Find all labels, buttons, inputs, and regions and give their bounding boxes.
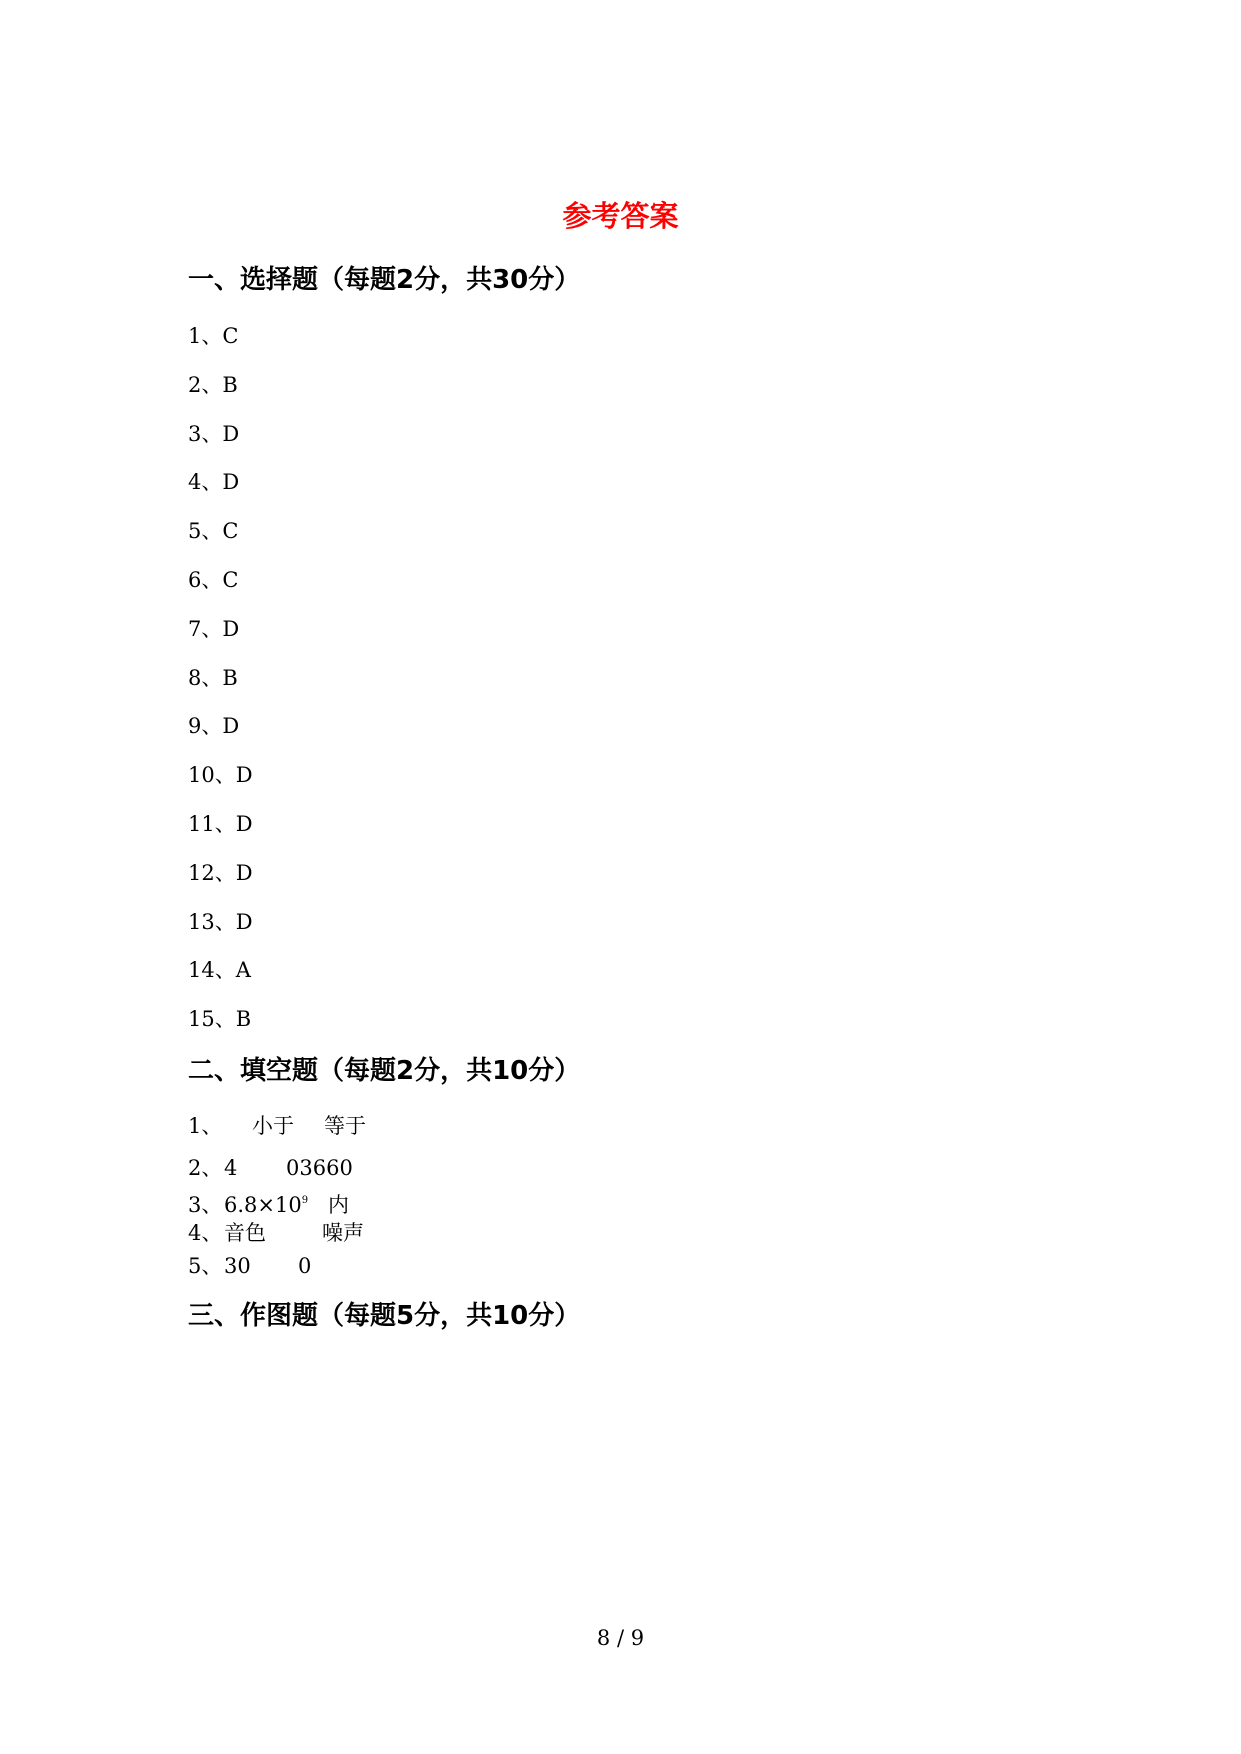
- answer-number: 15、: [188, 1007, 236, 1032]
- page-title: 参考答案: [562, 199, 679, 233]
- answer-value: A: [235, 958, 251, 983]
- answer-value: B: [222, 665, 238, 690]
- answer-number: 5、: [188, 1253, 223, 1278]
- answer-number: 2、: [188, 1156, 223, 1180]
- answer-blank-a: 音色: [224, 1221, 266, 1245]
- answer-number: 7、: [188, 616, 223, 641]
- answer-number: 4、: [188, 1221, 223, 1245]
- section-heading-fill-blank: 二、填空题（每题2分，共10分）: [188, 1056, 581, 1086]
- answer-value: B: [235, 1007, 252, 1032]
- answer-number: 14、: [188, 958, 236, 983]
- answer-blank-b: 等于: [324, 1114, 366, 1138]
- answer-number: 4、: [188, 470, 223, 495]
- answer-number: 1、: [188, 324, 223, 348]
- answer-blank-a: 4: [224, 1156, 238, 1180]
- answer-item: [188, 908, 253, 957]
- answer-item: [188, 615, 253, 664]
- multiple-choice-answer-list: [188, 322, 253, 1054]
- answer-item: [188, 322, 253, 371]
- answer-number: 9、: [188, 714, 223, 739]
- section-heading-drawing: 三、作图题（每题5分，共10分）: [188, 1301, 581, 1331]
- answer-item: [188, 1187, 366, 1220]
- answer-value: C: [222, 519, 239, 544]
- answer-number: 8、: [188, 665, 223, 690]
- answer-item: [188, 468, 253, 517]
- answer-number: 12、: [188, 860, 236, 885]
- answer-number: 1、: [188, 1114, 223, 1138]
- answer-item: [188, 956, 253, 1005]
- answer-value: C: [222, 567, 239, 592]
- answer-item: [188, 420, 253, 469]
- page-number: 8 / 9: [596, 1626, 645, 1650]
- answer-item: [188, 712, 253, 761]
- answer-blank-a: [224, 1187, 328, 1219]
- answer-number: 2、: [188, 372, 223, 397]
- answer-item: [188, 810, 253, 859]
- answer-item: [188, 1252, 366, 1285]
- answer-blank-b: 噪声: [322, 1221, 364, 1245]
- answer-value: D: [235, 860, 253, 885]
- answer-number: 3、: [188, 1192, 223, 1217]
- answer-item: [188, 517, 253, 566]
- answer-value: D: [235, 763, 253, 788]
- answer-blank-b: 03660: [286, 1156, 353, 1180]
- answer-number: 11、: [188, 811, 236, 836]
- answer-blank-b: 内: [328, 1192, 349, 1217]
- answer-value: D: [222, 470, 240, 495]
- fill-blank-answer-list: [188, 1112, 366, 1284]
- answer-blank-a: 30: [224, 1253, 251, 1278]
- answer-number: 6、: [188, 567, 223, 592]
- answer-item: [188, 664, 253, 713]
- answer-blank-a: 小于: [252, 1114, 294, 1138]
- answer-value: D: [235, 811, 253, 836]
- answer-item: [188, 761, 253, 810]
- answer-item: [188, 371, 253, 420]
- answer-number: 10、: [188, 763, 236, 788]
- answer-number: 3、: [188, 421, 223, 446]
- section-heading-multiple-choice: 一、选择题（每题2分，共30分）: [188, 265, 581, 295]
- answer-value: B: [222, 372, 238, 397]
- answer-value: D: [222, 421, 240, 446]
- answer-item: [188, 1219, 366, 1252]
- answer-item: [188, 566, 253, 615]
- answer-number: 13、: [188, 909, 236, 934]
- answer-item: [188, 1005, 253, 1054]
- exponent: 9: [301, 1194, 309, 1206]
- answer-item: [188, 859, 253, 908]
- answer-number: 5、: [188, 519, 223, 544]
- answer-value: C: [222, 324, 239, 348]
- answer-value: D: [222, 616, 240, 641]
- answer-item: [188, 1154, 366, 1187]
- answer-item: [188, 1112, 366, 1154]
- answer-value: D: [235, 909, 253, 934]
- answer-blank-b: 0: [298, 1253, 312, 1278]
- scientific-base: 6.8×10: [224, 1192, 302, 1217]
- answer-value: D: [222, 714, 240, 739]
